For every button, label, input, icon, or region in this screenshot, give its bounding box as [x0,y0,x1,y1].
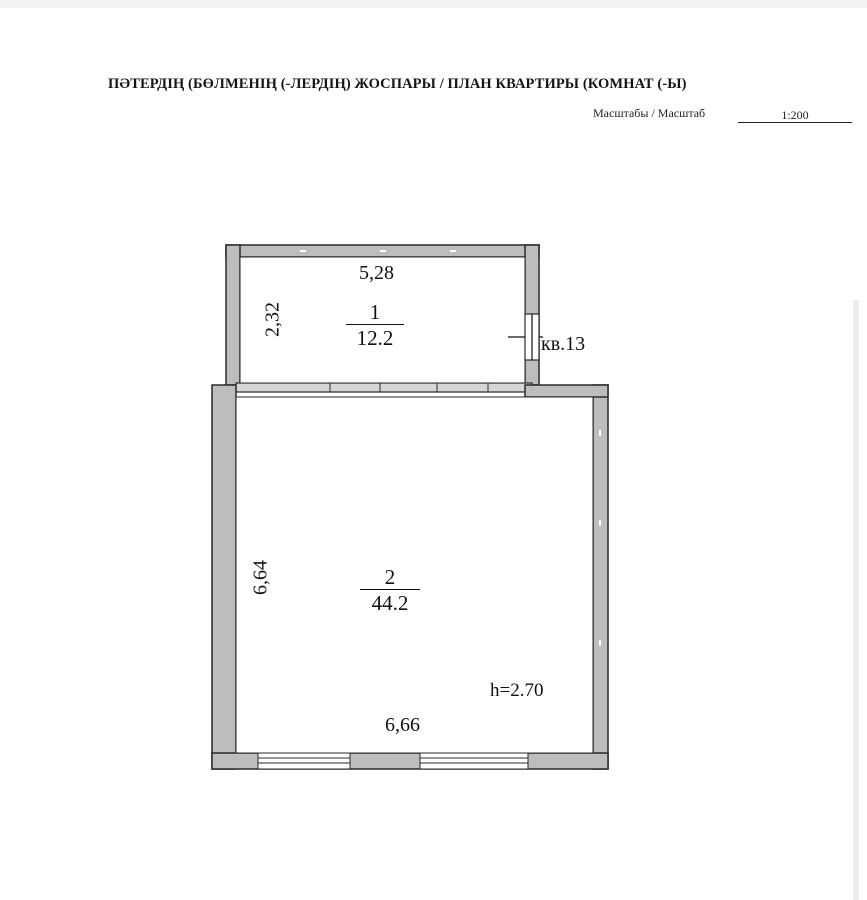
room-2-number-area [360,565,420,616]
plan-title: ПӘТЕРДІҢ (БӨЛМЕНІҢ (-ЛЕРДІҢ) ЖОСПАРЫ / ПЛАН КВАРТИРЫ (КОМНАТ (-Ы) [108,76,687,92]
scale-value: 1:200 [738,108,852,123]
room-2-number: 2 [384,565,396,589]
room-1-depth-label: 2,32 [261,302,284,337]
window-left [258,753,350,769]
room-2-area: 44.2 [360,589,420,616]
room-2-right-wall [593,385,608,769]
window-right [420,753,528,769]
room-2-top-right-wall [525,385,608,397]
room-1-left-wall [226,245,240,385]
room-1-width-label: 5,28 [359,262,394,284]
room-1-number: 1 [369,300,381,324]
room-2-depth-label: 6,64 [249,560,272,595]
room-1-area: 12.2 [346,324,404,351]
scale-label: Масштабы / Масштаб [593,106,706,120]
apartment-label: кв.13 [541,333,586,355]
ceiling-height-label: h=2.70 [490,680,544,701]
room-2-width-label: 6,66 [385,714,420,736]
room-2-left-wall [212,385,236,769]
room-1-number-area [346,300,404,351]
